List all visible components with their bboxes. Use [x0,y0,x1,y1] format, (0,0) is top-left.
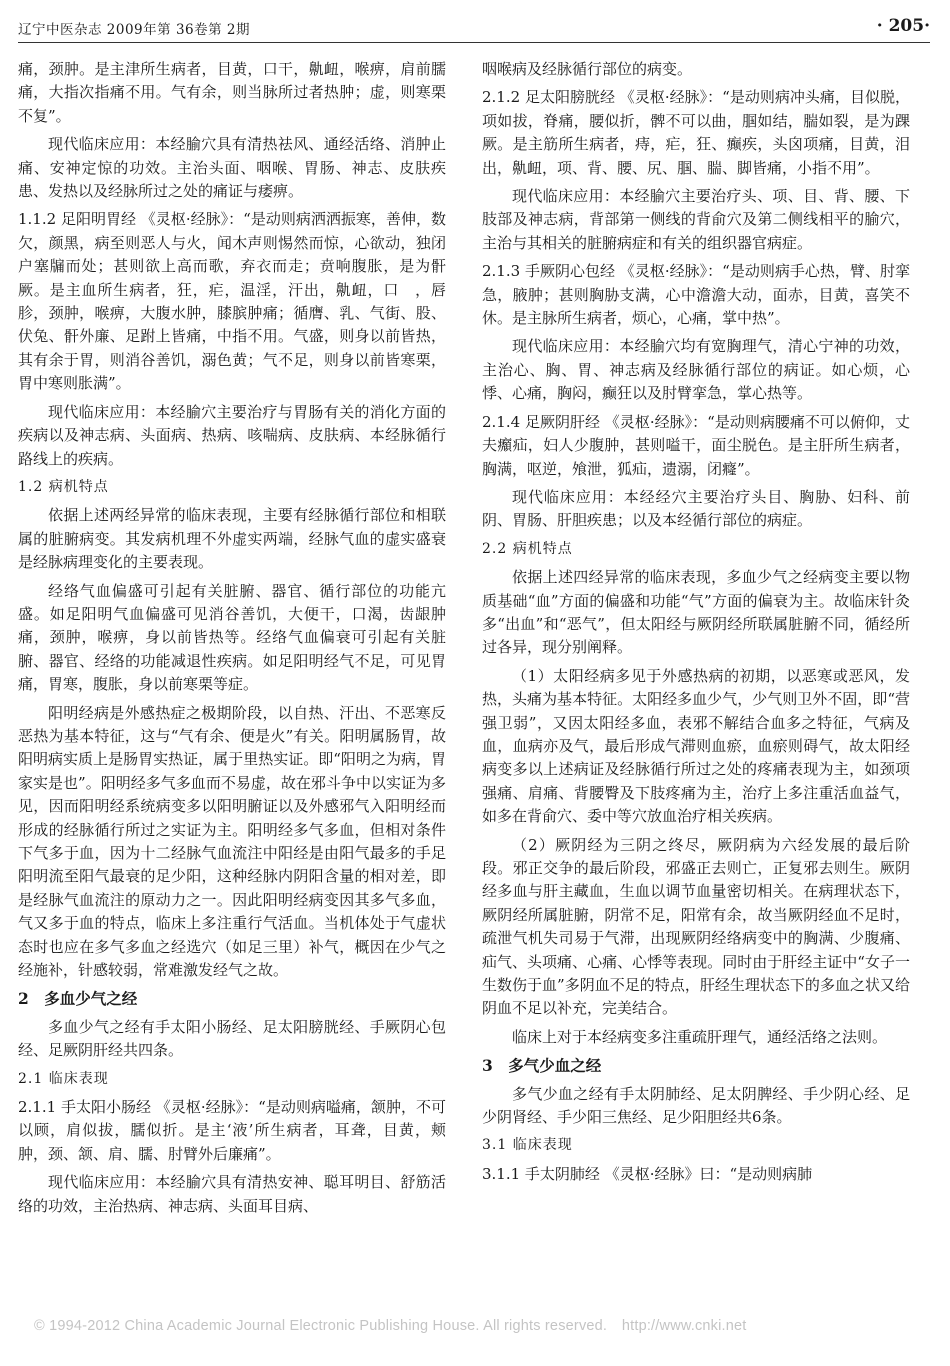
paragraph: 临床上对于本经病变多注重疏肝理气，通经活络之法则。 [512,1027,888,1046]
paragraph: 多气少血之经有手太阴肺经、足太阴脾经、手少阴心经、足少阴肾经、手少阳三焦经、足少阳胆经共6条。 [482,1084,910,1127]
paragraph: （1）太阳经病多见于外感热病的初期，以恶寒或恶风，发热，头痛为基本特征。太阳经多血少气，少气则卫外不固，即“营强卫弱”，又因太阳经多血，表邪不解结合血多之特征，气病及血，血病亦及气，最后形成气滞则血瘀，血瘀则碍气，故太阳经病变多以上述病证及经脉循行所过之处的疼痛表现为主，如颈项强痛、肩痛、背腰臀及下肢疼痛为主，治疗上多注重活血益气，如多在背俞穴、委中等穴放血治疗相关疾病。 [482,666,910,826]
subsection-heading: 2.2 病机特点 [482,540,573,557]
paragraph: 现代临床应用：本经经穴主要治疗头目、胸胁、妇科、前阴、胃肠、肝胆疾患；以及本经循行部位的病症。 [482,487,910,530]
paragraph: 2.1.2 足太阳膀胱经 《灵枢·经脉》：“是动则病冲头痛，目似脱，项如拔，脊痛，腰似折，髀不可以曲，腘如结，腨如裂，是为踝厥。是主筋所生病者，痔，疟，狂、癫疾，头囟项痛，目黄，泪出，鼽衄，项、背、腰、尻、腘、腨、脚皆痛，小指不用”。 [482,88,910,177]
paragraph: 经络气血偏盛可引起有关脏腑、器官、循行部位的功能亢盛。如足阳明气血偏盛可见消谷善饥，大便干，口渴，齿龈肿痛，颈肿，喉痹，身以前皆热等。经络气血偏衰可引起有关脏腑、器官、经络的功能减退性疾病。如足阳明经气不足，可见胃痛，胃寒，腹胀，身以前寒栗等症。 [18,581,446,694]
paragraph: 阳明经病是外感热症之极期阶段，以自热、汗出、不恶寒反恶热为基本特征，这与“气有余、便是火”有关。阳明属肠胃，故阳明病实质上是肠胃实热证，属于里热实证。即“阳明之为病，胃家实是也”。阳明经多气多血而不易虚，故在邪斗争中以实证为多见，因而阳明经系统病变多以阳明腑证以及外感邪气入阳明经而形成的经脉循行所过之实证为主。阳明经多气多血，但相对条件下气多于血，因为十二经脉气血流注中阳经是由阳气最多的手足阳明流至阳气最衰的足少阳，这种经脉内阴阳含量的相对差，即是经脉气血流注的原动力之一。因此阳明经病变因其多气多血，气又多于血的特点，临床上多注重行气活血。当机体处于气虚状态时也应在多气多血之经选穴（如足三里）补气，概因在少气之经施补，针感较弱，常难激发经气之故。 [18,703,446,980]
paragraph: 现代临床应用：本经腧穴具有清热安神、聪耳明目、舒筋活络的功效，主治热病、神志病、头面耳目病、 [18,1173,446,1215]
subsection-heading: 1.2 病机特点 [18,478,109,495]
section-heading: 2 多血少气之经 [18,989,138,1009]
paragraph: 依据上述四经异常的临床表现，多血少气之经病变主要以物质基础“血”方面的偏盛和功能“气”方面的偏衰为主。故临床针灸多“出血”和“恶气”，但太阳经与厥阴经所联属脏腑不同，循经所过各异，现分别阐释。 [482,568,910,657]
subsection-heading: 3.1 临床表现 [482,1137,573,1154]
paragraph: （2）厥阴经为三阴之终尽，厥阴病为六经发展的最后阶段。邪正交争的最后阶段，邪盛正去则亡，正复邪去则生。厥阴经多血与肝主藏血，生血以调节血量密切相关。在病理状态下，厥阴经所属脏腑，阴常不足，阳常有余，故当厥阴经血不足时，疏泄气机失司易于气滞，出现厥阴经络病变中的胸满、少腹痛、疝气、头项痛、心痛、心悸等表现。同时由于肝经主证中“女子一生数伤于血”多阴血不足的特点，肝经生理状态下的多血之状又给阴血不足以补充，完美结合。 [482,835,910,1018]
paragraph: 现代临床应用：本经腧穴主要治疗头、项、目、背、腰、下肢部及神志病，背部第一侧线的背俞穴及第二侧线相平的腧穴，主治与其相关的脏腑病症和有关的组织器官病症。 [482,187,910,252]
subsection-heading: 2.1 临床表现 [18,1070,109,1087]
journal-info: 辽宁中医杂志 2009年第 36卷第 2期 [18,22,250,38]
section-heading: 3 多气少血之经 [482,1056,602,1076]
copyright-footer: © 1994-2012 China Academic Journal Electronic Publishing House. All rights reserved. http://www.cnki.net [34,1318,747,1334]
paragraph: 2.1.3 手厥阴心包经 《灵枢·经脉》：“是动则病手心热，臂、肘挛急，腋肿；甚则胸胁支满，心中澹澹大动，面赤，目黄，喜笑不休。是主脉所生病者，烦心，心痛，掌中热”。 [482,262,910,328]
paragraph: 痛，颈肿。是主津所生病者，目黄，口干，鼽衄，喉痹，肩前臑痛，大指次指痛不用。气有余，则当脉所过者热肿；虚，则寒栗不复”。 [18,60,446,125]
paragraph: 现代临床应用：本经腧穴具有清热祛风、通经活络、消肿止痛、安神定惊的功效。主治头面、咽喉、胃肠、神志、皮肤疾患、发热以及经脉所过之处的痛证与痿痹。 [18,135,446,201]
page-number: · 205· [876,16,930,36]
paragraph: 1.1.2 足阳明胃经 《灵枢·经脉》：“是动则病洒洒振寒，善伸，数欠，颜黑，病至则恶人与火，闻木声则惕然而惊，心欲动，独闭户塞牖而处；甚则欲上高而歌，弃衣而走；贲响腹胀，是为骭厥。是主血所生病者，狂，疟，温淫，汗出，鼽衄，口 ，唇胗，颈肿，喉痹，大腹水肿，膝膑肿痛；循膺、乳、气街、股、伏兔、骭外廉、足跗上皆痛，中指不用。气盛，则身以前皆热，其有余于胃，则消谷善饥，溺色黄；气不足，则身以前皆寒栗，胃中寒则胀满”。 [18,210,446,393]
right-column [482,58,910,1191]
running-header [18,16,930,43]
paragraph: 现代临床应用：本经腧穴主要治疗与胃肠有关的消化方面的疾病以及神志病、头面病、热病、咳喘病、皮肤病、本经脉循行路线上的疾病。 [18,402,446,468]
paragraph: 咽喉病及经脉循行部位的病变。 [482,60,693,78]
paragraph: 多血少气之经有手太阳小肠经、足太阳膀胱经、手厥阴心包经、足厥阴肝经共四条。 [18,1017,446,1060]
left-column [18,58,446,1223]
paragraph: 2.1.1 手太阳小肠经 《灵枢·经脉》：“是动则病嗌痛，颔肿，不可以顾，肩似拔，臑似折。是主‘液’所生病者，耳聋，目黄，颊肿，颈、颔、肩、臑、肘臂外后廉痛”。 [18,1098,446,1163]
paragraph: 3.1.1 手太阴肺经 《灵枢·经脉》曰：“是动则病肺 [482,1164,813,1183]
paragraph: 2.1.4 足厥阴肝经 《灵枢·经脉》：“是动则病腰痛不可以俯仰，丈夫㿗疝，妇人少腹肿，甚则嗌干，面尘脱色。是主肝所生病者，胸满，呕逆，飧泄，狐疝，遗溺，闭癃”。 [482,412,910,478]
paragraph: 依据上述两经异常的临床表现，主要有经脉循行部位和相联属的脏腑病变。其发病机理不外虚实两端，经脉气血的虚实盛衰是经脉病理变化的主要表现。 [18,506,446,572]
paragraph: 现代临床应用：本经腧穴均有宽胸理气，清心宁神的功效，主治心、胸、胃、神志病及经脉循行部位的病证。如心烦，心悸、心痛，胸闷，癫狂以及肘臂挛急，掌心热等。 [482,337,910,403]
